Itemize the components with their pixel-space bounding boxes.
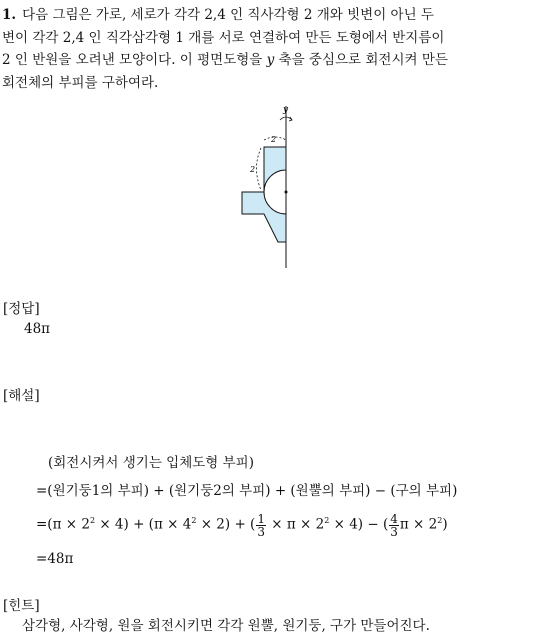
dimension-arc-side <box>257 148 262 190</box>
problem-line-2: 변이 각각 2,4 인 직각삼각형 1 개를 서로 연결하여 만든 도형에서 반지름이 <box>2 29 445 46</box>
solution-line-4: =48π <box>36 551 74 567</box>
shaded-region <box>242 147 286 242</box>
solution-line-3: $=(\pi \times 2^2 \times 4) + (\pi \times 4^2 \times 2)$ + ( $\frac{1}{3}$ × $\pi \times 2^2 \times 4$) − ( $\frac{4}{3}$ $\pi \times 2^2$) <box>36 511 448 539</box>
problem-variable-y: y <box>266 52 275 68</box>
hint-heading: [힌트] <box>3 598 40 614</box>
answer-value: 48π <box>24 321 51 337</box>
fraction-four-thirds: $\frac{4}{3}$ <box>390 511 398 539</box>
solution-line-2: =(원기둥1의 부피) + (원기둥2의 부피) + (원뿔의 부피) − (구의 부피) <box>36 483 458 499</box>
dimension-label-top: 2 <box>271 135 277 144</box>
fraction-one-third: $\frac{1}{3}$ <box>257 511 265 539</box>
y-axis-label: y <box>283 105 289 115</box>
problem-text-1: 다음 그림은 가로, 세로가 각각 2,4 인 직사각형 2 개와 빗변이 아닌 두 <box>22 7 434 23</box>
problem-text-3a: 2 인 반원을 오려낸 모양이다. 이 평면도형을 <box>2 52 267 68</box>
problem-line-1 <box>2 4 530 27</box>
dimension-label-side: 2 <box>250 165 256 174</box>
hint-text: 삼각형, 사각형, 원을 회전시키면 각각 원뿔, 원기둥, 구가 만들어진다. <box>22 618 430 634</box>
solution-heading: [해설] <box>3 388 40 404</box>
problem-statement <box>2 4 530 94</box>
semicircle-center-dot <box>285 191 288 194</box>
problem-line-3 <box>2 49 530 72</box>
answer-heading: [정답] <box>3 301 40 317</box>
rotation-figure <box>228 102 308 272</box>
solution-line-1: (회전시켜서 생기는 입체도형 부피) <box>48 455 254 471</box>
figure-svg <box>228 102 308 272</box>
problem-line-4: 회전체의 부피를 구하여라. <box>2 74 159 91</box>
problem-text-3b: 축을 중심으로 회전시켜 만든 <box>274 52 448 68</box>
problem-number: 1. <box>2 7 17 23</box>
